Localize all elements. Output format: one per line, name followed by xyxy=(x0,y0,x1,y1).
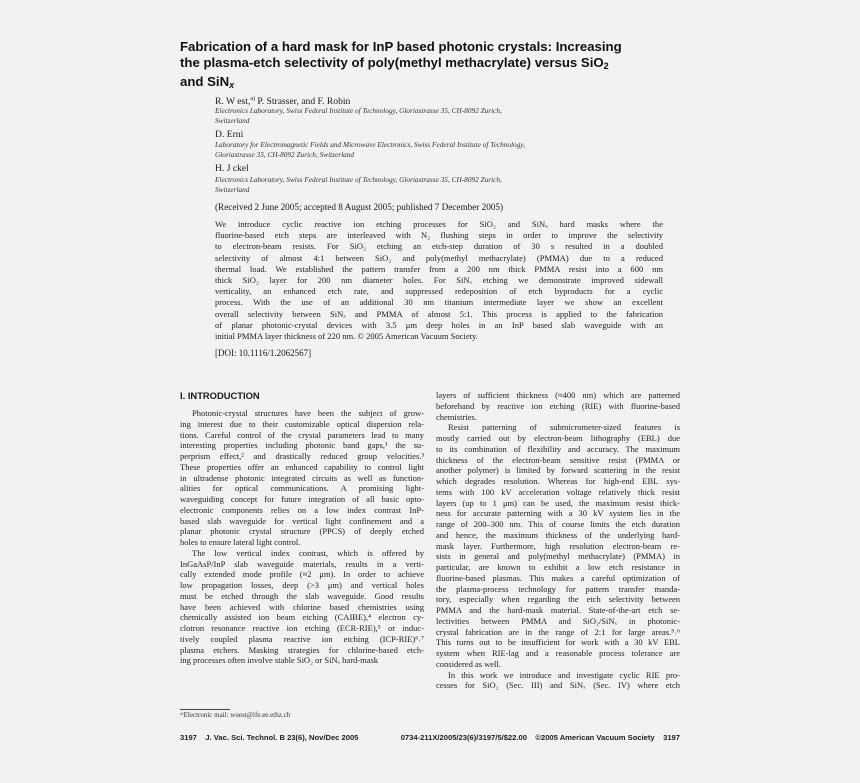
affiliation-3: Electronics Laboratory, Swiss Federal Institute of Technology, Gloriastrasse 35, CH-8092 Zurich, Switzerland xyxy=(215,175,502,194)
text-line: chemistries. xyxy=(436,411,477,422)
text-line: interesting properties including photonic band gaps,¹ the su- xyxy=(180,440,424,451)
text-line: alities for optical communications. A promising light- xyxy=(180,483,424,494)
text-line: and hence, the maximum thickness of the underlying hard- xyxy=(436,529,680,540)
text-line: mask layer. Furthermore, high resolution electron-beam re- xyxy=(436,540,680,551)
text-line: InGaAsP/InP slab waveguide materials, results in a verti- xyxy=(180,558,424,569)
text-line: holes to ensure lateral light control. xyxy=(180,537,301,547)
abstract-line: thermal load. We established the pattern transfer from a 200 nm thick PMMA resist into a 600 nm xyxy=(215,263,663,274)
text-line: based slab waveguide for vertical light confinement and a xyxy=(180,515,424,526)
text-line: which degrades resolution. Whereas for high-end EBL sys- xyxy=(436,476,680,486)
affiliation-1: Electronics Laboratory, Swiss Federal Institute of Technology, Gloriastrasse 35, CH-8092 Zurich, Switzerland xyxy=(215,106,502,125)
abstract-line: to electron-beam resists. For SiO₂ etching an etch-step duration of 30 s resulted in a doubled xyxy=(215,241,663,252)
text-line: considered as well. xyxy=(436,658,501,669)
doi: [DOI: 10.1116/1.2062567] xyxy=(215,348,312,358)
text-line: clotron resonance reactive ion etching (ECR-RIE),⁵ or induc- xyxy=(180,623,424,633)
text-line: These properties offer an enhanced capability to control light xyxy=(180,461,424,472)
text-line: ing interest due to their customizable optical dispersion rela- xyxy=(180,418,424,429)
paper-title xyxy=(180,39,700,93)
text-line: another polymer) is limited by forward scattering in the resist xyxy=(436,465,680,476)
text-line: perprism effect,² and drastically reduced group velocities.³ xyxy=(180,451,424,461)
text-line: have been achieved with chlorine based chemistries using xyxy=(180,601,424,612)
text-line: plasma etchers. Masking strategies for chlorine-based etch- xyxy=(180,644,424,655)
text-line: cally extended mode profile (≈2 μm). In order to achieve xyxy=(180,569,424,580)
abstract-line: fluorine-based etch steps are interleaved with N₂ flushing steps in order to improve the selectivity xyxy=(215,230,663,241)
abstract-line: initial PMMA layer thickness of 220 nm. © 2005 American Vacuum Society. xyxy=(215,330,478,341)
text-line: sists in general and poly(methyl methacrylate) (PMMA) in xyxy=(436,551,680,562)
text-line: waveguiding concept for future integration of all basic opto- xyxy=(180,494,424,504)
text-line: thickness of the electron-beam sensitive resist (PMMA or xyxy=(436,454,680,465)
text-line: cesses for SiO₂ (Sec. III) and SiNₓ (Sec. IV) where etch xyxy=(436,680,680,691)
author-line-2: D. Erni xyxy=(215,129,244,140)
text-line: range of 200–300 nm. This of course limits the etch duration xyxy=(436,519,680,529)
text-line: beforehand by reactive ion etching (RIE) with fluorine-based xyxy=(436,400,680,411)
text-line: In this work we introduce and investigate cyclic RIE pro- xyxy=(448,669,680,680)
text-line: Resist patterning of submicrometer-sized features is xyxy=(448,422,680,433)
text-line: must be etched through the slab waveguide. Good results xyxy=(180,590,424,601)
text-line: crystal fabrication are in the range of 2:1 for large areas.⁵˒⁶ xyxy=(436,626,680,637)
text-line: chemically assisted ion beam etching (CAIBE),⁴ electron cy- xyxy=(180,612,424,623)
left-column xyxy=(180,408,424,666)
text-line: tory, especially when regarding the etch selectivity between xyxy=(436,594,680,605)
section-heading: I. INTRODUCTION xyxy=(180,390,260,401)
text-line: ness for accurate patterning with a 30 kV system lies in the xyxy=(436,508,680,519)
text-line: tems with 100 kV acceleration voltage relatively thick resist xyxy=(436,486,680,497)
text-line: tions. Careful control of the crystal parameters lead to many xyxy=(180,429,424,440)
abstract-line: selectivity of almost 4:1 between SiO₂ and poly(methyl methacrylate) (PMMA) due to a reduced xyxy=(215,252,663,263)
text-line: in ultradense photonic integrated circuits as well as function- xyxy=(180,472,424,483)
page-footer xyxy=(180,733,680,742)
text-line: electronic components relies on a low index contrast InP- xyxy=(180,504,424,515)
text-line: mostly carried out by electron-beam lithography (EBL) due xyxy=(436,433,680,443)
text-line: layers (up to 1 μm) can be used, the maximum resist thick- xyxy=(436,497,680,508)
title-line-3: and SiN$_x$ xyxy=(180,74,235,90)
text-line: particular, are known to exhibit a low etch resistance in xyxy=(436,562,680,572)
abstract-line: process. With the use of an additional 30 nm titanium intermediate layer we show an excellent xyxy=(215,297,663,308)
text-line: This turns out to be insufficient for work with a 30 kV EBL xyxy=(436,637,680,648)
title-line-2: the plasma-etch selectivity of poly(methyl methacrylate) versus SiO$_2$ xyxy=(180,55,609,71)
right-column xyxy=(436,390,680,691)
text-line: PMMA and the hard-mask material. State-of-the-art etch se- xyxy=(436,605,680,615)
text-line: to its combination of flexibility and accuracy. The maximum xyxy=(436,443,680,454)
text-line: ing processes often involve stable SiO₂ or SiNₓ hard-mask xyxy=(180,655,379,666)
text-line: tively coupled plasma reactive ion etching (ICP-RIE)⁶˒⁷ xyxy=(180,633,424,644)
text-line: the plasma-process technology for pattern transfer manda- xyxy=(436,583,680,594)
footer-left: 3197 J. Vac. Sci. Technol. B 23(6), Nov/Dec 2005 xyxy=(180,733,359,742)
author-line-3: H. J ckel xyxy=(215,163,249,174)
author-line-1: R. W est,$^{a)}$ P. Strasser, and F. Robin xyxy=(215,96,351,108)
affiliation-2: Laboratory for Electromagnetic Fields and Microwave Electronics, Swiss Federal Institute of Technology, Gloriastrasse 35, CH-8092 Zurich, Switzerland xyxy=(215,140,526,159)
abstract xyxy=(215,219,663,342)
text-line: low propagation losses, deep (>3 μm) and vertical holes xyxy=(180,580,424,590)
text-line: system when RIE-lag and a reasonable process tolerance are xyxy=(436,648,680,658)
received-dates: (Received 2 June 2005; accepted 8 August 2005; published 7 December 2005) xyxy=(215,202,504,212)
text-line: The low vertical index contrast, which is offered by xyxy=(192,547,424,558)
text-line: Photonic-crystal structures have been the subject of grow- xyxy=(192,408,424,418)
footnote: ᵃ⁾Electronic mail: wuest@ife.ee.ethz.ch xyxy=(180,711,291,719)
text-line: fluorine-based plasmas. This makes a careful optimization of xyxy=(436,572,680,583)
footer-right: 0734-211X/2005/23(6)/3197/5/$22.00 ©2005 American Vacuum Society 3197 xyxy=(400,733,680,742)
abstract-line: We introduce cyclic reactive ion etching processes for SiO₂ and SiNₓ hard masks where the xyxy=(215,219,663,229)
abstract-line: thick SiO₂ layer for 200 nm diameter holes. For SiNₓ etching we demonstrate improved sidewall xyxy=(215,274,663,285)
abstract-line: overall selectivity between SiNₓ and PMMA of almost 5:1. This process is applied to the fabrication xyxy=(215,308,663,319)
abstract-line: verticality, an enhanced etch rate, and suppressed redeposition of etch byproducts for a cyclic xyxy=(215,286,663,297)
abstract-line: of planar photonic-crystal devices with 3.5 μm deep holes in an InP based slab waveguide with an xyxy=(215,319,663,330)
title-line-1: Fabrication of a hard mask for InP based photonic crystals: Increasing xyxy=(180,39,622,54)
text-line: lectivities between PMMA and SiO₂/SiNₓ in photonic- xyxy=(436,615,680,626)
footnote-rule xyxy=(180,709,230,710)
text-line: layers of sufficient thickness (≈400 nm) which are patterned xyxy=(436,390,680,400)
text-line: planar photonic crystal structure (PPCS) of deeply etched xyxy=(180,526,424,537)
